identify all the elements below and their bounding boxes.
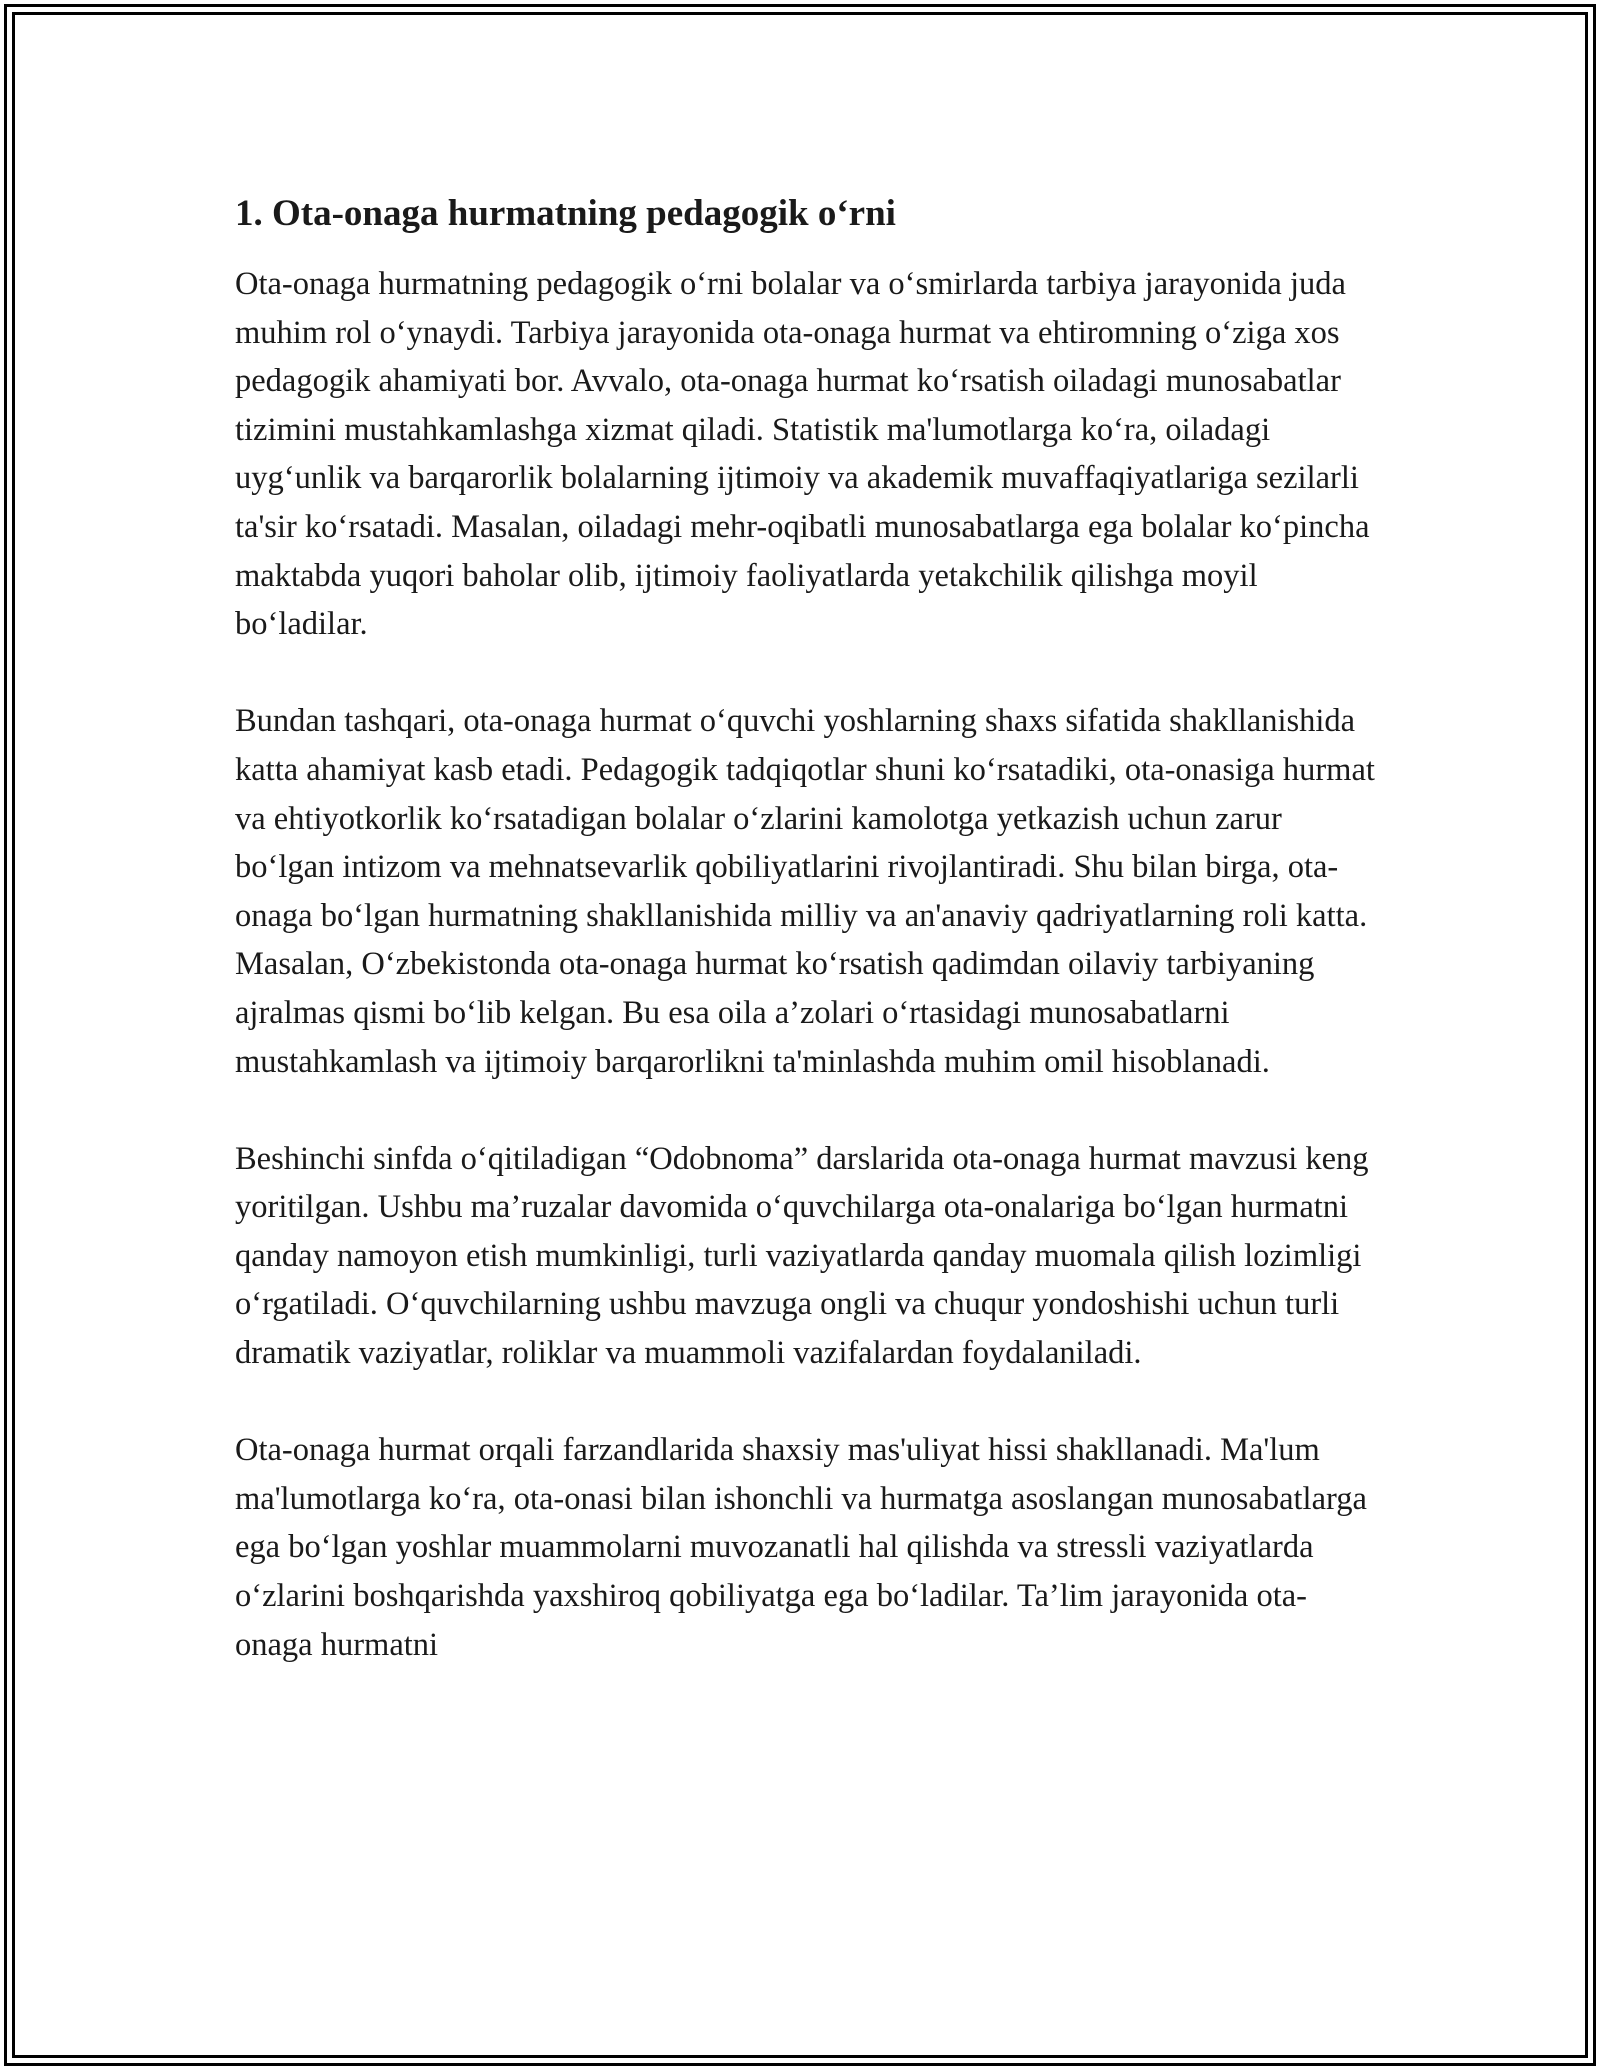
paragraph-3: Beshinchi sinfda o‘qitiladigan “Odobnoma” darslarida ota-onaga hurmat mavzusi keng yoritilgan. Ushbu ma’ruzalar davomida o‘quvchilarga ota-onalariga bo‘lgan hurmatni qanday namoyon etish mumkinligi, turli vaziyatlarda qanday muomala qilish lozimligi o‘rgatiladi. O‘quvchilarning ushbu mavzuga ongli va chuqur yondoshishi uchun turli dramatik vaziyatlar, roliklar va muammoli vazifalardan foydalaniladi.: [235, 1140, 1369, 1372]
document-body: [235, 190, 1375, 1669]
paragraph-2: Bundan tashqari, ota-onaga hurmat o‘quvchi yoshlarning shaxs sifatida shakllanishida katta ahamiyat kasb etadi. Pedagogik tadqiqotlar shuni ko‘rsatadiki, ota-onasiga hurmat va ehtiyotkorlik ko‘rsatadigan bolalar o‘zlarini kamolotga yetkazish uchun zarur bo‘lgan intizom va mehnatsevarlik qobiliyatlarini rivojlantiradi. Shu bilan birga, ota-onaga bo‘lgan hurmatning shakllanishida milliy va an'anaviy qadriyatlarning roli katta. Masalan, O‘zbekistonda ota-onaga hurmat ko‘rsatish qadimdan oilaviy tarbiyaning ajralmas qismi bo‘lib kelgan. Bu esa oila a’zolari o‘rtasidagi munosabatlarni mustahkamlash va ijtimoiy barqarorlikni ta'minlashda muhim omil hisoblanadi.: [235, 703, 1375, 1080]
paragraph-4: Ota-onaga hurmat orqali farzandlarida shaxsiy mas'uliyat hissi shakllanadi. Ma'lum ma'lumotlarga ko‘ra, ota-onasi bilan ishonchli va hurmatga asoslangan munosabatlarga ega bo‘lgan yoshlar muammolarni muvozanatli hal qilishda va stressli vaziyatlarda o‘zlarini boshqarishda yaxshiroq qobiliyatga ega bo‘ladilar. Ta’lim jarayonida ota-onaga hurmatni: [235, 1432, 1367, 1663]
paragraph-1: Ota-onaga hurmatning pedagogik o‘rni bolalar va o‘smirlarda tarbiya jarayonida juda muhim rol o‘ynaydi. Tarbiya jarayonida ota-onaga hurmat va ehtiromning o‘ziga xos pedagogik ahamiyati bor. Avvalo, ota-onaga hurmat ko‘rsatish oiladagi munosabatlar tizimini mustahkamlashga xizmat qiladi. Statistik ma'lumotlarga ko‘ra, oiladagi uyg‘unlik va barqarorlik bolalarning ijtimoiy va akademik muvaffaqiyatlariga sezilarli ta'sir ko‘rsatadi. Masalan, oiladagi mehr-oqibatli munosabatlarga ega bolalar ko‘pincha maktabda yuqori baholar olib, ijtimoiy faoliyatlarda yetakchilik qilishga moyil bo‘ladilar.: [235, 266, 1370, 643]
section-heading: 1. Ota-onaga hurmatning pedagogik o‘rni: [235, 193, 896, 234]
